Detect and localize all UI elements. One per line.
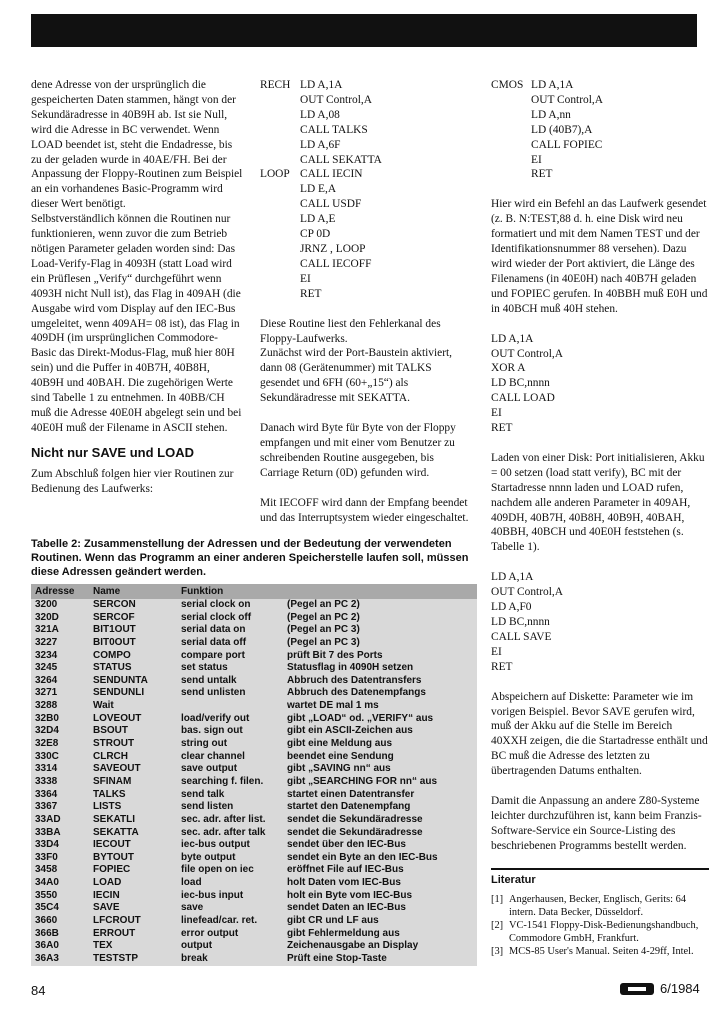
table-row xyxy=(31,953,477,966)
table-row xyxy=(31,789,477,802)
code-label xyxy=(260,123,300,138)
code-line xyxy=(491,600,709,615)
cell-description: startet einen Datentransfer xyxy=(287,788,415,800)
table-row xyxy=(31,713,477,726)
cell-description: (Pegel an PC 2) xyxy=(287,599,360,610)
cell-function: bas. sign out xyxy=(181,725,243,737)
cell-description: Prüft eine Stop-Taste xyxy=(287,952,387,964)
cell-address: 33F0 xyxy=(35,851,58,863)
code-line xyxy=(491,347,709,362)
paragraph: Danach wird Byte für Byte von der Floppy empfangen und mit einer vom Benutzer zu schreibenden Routine ausgegeben, bis Carriage Return (0D) gefunden wird. xyxy=(260,422,456,479)
cell-function: error output xyxy=(181,927,239,939)
code-instruction: LD A,1A xyxy=(300,79,343,91)
cell-address: 33BA xyxy=(35,826,61,838)
cell-address: 3660 xyxy=(35,915,58,927)
code-instruction: EI xyxy=(531,153,542,166)
header-description xyxy=(287,584,477,599)
cell-function: save xyxy=(181,902,204,914)
code-line xyxy=(260,167,472,182)
cell-description: gibt Fehlermeldung aus xyxy=(287,927,400,939)
cell-address: 32B0 xyxy=(35,712,59,724)
cell-address: 321A xyxy=(35,624,59,636)
code-line xyxy=(260,108,472,123)
table-row xyxy=(31,700,477,713)
code-instruction: RET xyxy=(491,422,513,435)
cell-function: searching f. filen. xyxy=(181,775,264,787)
cell-address: 36A0 xyxy=(35,940,59,952)
code-instruction: LD BC,nnnn xyxy=(491,377,550,390)
code-instruction: CALL TALKS xyxy=(300,123,368,136)
cell-name: SAVE xyxy=(93,902,120,914)
literature-heading: Literatur xyxy=(491,874,536,886)
table-row xyxy=(31,637,477,650)
cell-function: send unlisten xyxy=(181,687,246,699)
code-instruction: CALL SEKATTA xyxy=(300,153,382,166)
paragraph: Laden von einer Disk: Port initialisieren, Akku = 00 setzen (load statt verify), BC mit der Startadresse nnnn laden und LOAD rufen, nachdem alle anderen Parameter in 409AH, 409DH, 40B7H, 40B8H, 40B9H, 40BAH, 40BBH, 40BCH und 40E0H feststehen (s. Tabelle 1). xyxy=(491,451,705,554)
table-row xyxy=(31,662,477,675)
cell-function: save output xyxy=(181,763,238,775)
cell-description: gibt ein ASCII-Zeichen aus xyxy=(287,725,413,737)
code-line xyxy=(260,227,472,242)
code-label xyxy=(491,123,531,138)
literature-box xyxy=(491,868,709,960)
cell-name: COMPO xyxy=(93,649,131,661)
cell-name: SERCOF xyxy=(93,611,135,623)
cell-description: gibt eine Meldung aus xyxy=(287,738,393,750)
code-instruction: OUT Control,A xyxy=(491,347,563,360)
cell-function: set status xyxy=(181,662,228,674)
code-line xyxy=(260,197,472,212)
code-line xyxy=(491,332,709,347)
issue-label: 6/1984 xyxy=(660,981,700,996)
paragraph: Zum Abschluß folgen hier vier Routinen zur Bedienung des Laufwerks: xyxy=(31,467,234,495)
code-instruction: EI xyxy=(491,407,502,420)
table-row xyxy=(31,687,477,700)
cell-description: wartet DE mal 1 ms xyxy=(287,700,379,712)
code-instruction: CALL LOAD xyxy=(491,392,555,405)
cell-name: FOPIEC xyxy=(93,864,131,876)
cell-name: LFCROUT xyxy=(93,915,141,927)
cell-name: IECIN xyxy=(93,889,120,901)
code-instruction: RET xyxy=(531,168,553,181)
header-bar xyxy=(31,14,697,47)
paragraph: Mit IECOFF wird dann der Empfang beendet und das Interruptsystem wieder eingeschaltet. xyxy=(260,496,469,524)
cell-description: holt ein Byte vom IEC-Bus xyxy=(287,889,413,901)
cell-function: load/verify out xyxy=(181,712,250,724)
reference-item xyxy=(491,894,709,919)
cell-address: 3458 xyxy=(35,864,58,876)
cell-name: STATUS xyxy=(93,662,132,674)
reference-text: Angerhausen, Becker, Englisch, Gerits: 64 intern. Data Becker, Düsseldorf. xyxy=(509,894,687,918)
code-line xyxy=(491,645,709,660)
code-instruction: LD (40B7),A xyxy=(531,123,593,136)
code-instruction: LD A,F0 xyxy=(491,601,532,614)
header-name: Name xyxy=(93,586,121,597)
code-label xyxy=(491,167,531,182)
reference-number: [2] xyxy=(491,920,504,931)
cell-function: send untalk xyxy=(181,674,237,686)
table-row xyxy=(31,801,477,814)
cell-address: 32D4 xyxy=(35,725,59,737)
table-row xyxy=(31,902,477,915)
code-instruction: EI xyxy=(300,272,311,285)
cell-description: eröffnet File auf IEC-Bus xyxy=(287,864,404,876)
cell-description: gibt „SAVING nn“ aus xyxy=(287,763,391,775)
code-instruction: XOR A xyxy=(491,362,526,375)
code-label xyxy=(491,153,531,168)
code-instruction: CALL SAVE xyxy=(491,630,552,643)
column-3 xyxy=(491,78,709,854)
code-label xyxy=(260,138,300,153)
code-line xyxy=(491,585,709,600)
cell-description: sendet die Sekundäradresse xyxy=(287,826,423,838)
table-row xyxy=(31,624,477,637)
code-instruction: RET xyxy=(300,287,322,300)
code-line xyxy=(260,242,472,257)
code-listing-rech xyxy=(260,78,472,302)
reference-number: [1] xyxy=(491,894,504,905)
code-label xyxy=(491,138,531,153)
code-listing-load xyxy=(491,332,709,436)
code-instruction: LD A,1A xyxy=(531,79,574,91)
cell-address: 33D4 xyxy=(35,839,59,851)
cell-name: BIT1OUT xyxy=(93,624,136,636)
cell-address: 3227 xyxy=(35,636,58,648)
cell-description: sendet Daten an IEC-Bus xyxy=(287,902,406,914)
code-line xyxy=(260,93,472,108)
cell-description: sendet die Sekundäradresse xyxy=(287,813,423,825)
table-row xyxy=(31,877,477,890)
code-instruction: LD E,A xyxy=(300,183,337,196)
cell-function: output xyxy=(181,940,213,952)
table-row xyxy=(31,890,477,903)
cell-description: sendet ein Byte an den IEC-Bus xyxy=(287,851,438,863)
code-label: CMOS xyxy=(491,79,524,91)
mc-logo-icon xyxy=(620,983,654,995)
table-row xyxy=(31,827,477,840)
cell-function: serial clock off xyxy=(181,611,252,623)
cell-address: 366B xyxy=(35,927,59,939)
cell-description: gibt CR und LF aus xyxy=(287,915,379,927)
cell-name: BYTOUT xyxy=(93,851,134,863)
code-label xyxy=(260,108,300,123)
cell-address: 3314 xyxy=(35,763,58,775)
cell-address: 3200 xyxy=(35,599,58,610)
code-line xyxy=(491,93,709,108)
cell-address: 32E8 xyxy=(35,738,59,750)
cell-address: 3288 xyxy=(35,700,58,712)
page-number: 84 xyxy=(31,983,46,998)
code-line xyxy=(491,108,709,123)
code-label xyxy=(260,182,300,197)
code-instruction: CALL FOPIEC xyxy=(531,138,603,151)
code-line xyxy=(491,406,709,421)
cell-name: SENDUNTA xyxy=(93,674,148,686)
magazine-footer xyxy=(620,981,700,996)
table-caption: Tabelle 2: Zusammenstellung der Adressen und der Bedeutung der verwendeten Routinen. Wenn das Programm an einer anderen Speicherstelle laufen soll, müssen diese Adressen geändert werden. xyxy=(31,538,469,578)
code-line xyxy=(491,630,709,645)
cell-function: clear channel xyxy=(181,750,245,762)
code-instruction: CALL IECOFF xyxy=(300,257,372,270)
code-line xyxy=(260,212,472,227)
code-line xyxy=(260,287,472,302)
code-line xyxy=(491,361,709,376)
code-line xyxy=(260,78,472,93)
code-instruction: CALL USDF xyxy=(300,198,362,211)
table-row xyxy=(31,940,477,953)
table-row xyxy=(31,725,477,738)
cell-name: SEKATLI xyxy=(93,813,136,825)
code-instruction: LD A,1A xyxy=(491,571,534,584)
code-instruction: CALL IECIN xyxy=(300,168,363,181)
cell-address: 3271 xyxy=(35,687,58,699)
code-label xyxy=(260,197,300,212)
cell-function: break xyxy=(181,952,208,964)
code-label xyxy=(260,212,300,227)
code-instruction: JRNZ , LOOP xyxy=(300,242,366,255)
address-table xyxy=(31,584,477,966)
code-instruction: OUT Control,A xyxy=(300,93,372,106)
cell-name: SAVEOUT xyxy=(93,763,141,775)
code-line xyxy=(491,570,709,585)
cell-description: (Pegel an PC 3) xyxy=(287,636,360,648)
reference-item xyxy=(491,946,709,959)
cell-function: serial data off xyxy=(181,636,247,648)
reference-number: [3] xyxy=(491,946,504,957)
code-instruction: LD A,nn xyxy=(531,108,571,121)
cell-address: 3364 xyxy=(35,788,58,800)
cell-description: (Pegel an PC 2) xyxy=(287,611,360,623)
cell-description: Statusflag in 4090H setzen xyxy=(287,662,414,674)
code-label xyxy=(491,108,531,123)
table-row xyxy=(31,599,477,612)
paragraph: Selbstverständlich können die Routinen nur funktionieren, wenn zuvor die zum Betrieb nötigen Parameter geladen worden sind: Das Load-Verify-Flag in 4093H (statt Load wird ein Prüflesen „Verify“ durchgeführt wenn 4093H nicht Null ist), das Flag in 409AH (die Ausgabe wird vom Display auf den IEC-Bus umgeleitet, wenn 409AH= 08 ist), das Flag in 409DH (im ursprünglichen Commodore-Basic das Direkt-Modus-Flag, muß hier 80H sein) und die Puffer in 40B7H, 40B8H, 40B9H und 40BAH. Die zugehörigen Werte sind Tabelle 1 zu entnehmen. In 40BB/CH muß die Adresse 40E0H abgelegt sein und bei 40E0H muß der Filename in ASCII stehen. xyxy=(31,213,242,434)
code-line xyxy=(491,391,709,406)
code-label xyxy=(260,153,300,168)
table-row xyxy=(31,763,477,776)
code-line xyxy=(491,167,709,182)
code-instruction: LD A,E xyxy=(300,213,336,226)
reference-item xyxy=(491,920,709,945)
cell-function: file open on iec xyxy=(181,864,254,876)
code-line xyxy=(260,123,472,138)
code-label xyxy=(260,257,300,272)
code-instruction: RET xyxy=(491,660,513,673)
reference-text: MCS-85 User's Manual. Seiten 4-29ff, Intel. xyxy=(509,946,694,957)
cell-description: gibt „LOAD“ od. „VERIFY“ aus xyxy=(287,712,434,724)
paragraph: Hier wird ein Befehl an das Laufwerk gesendet (z. B. N:TEST,88 d. h. eine Disk wird neu formatiert und mit dem Namen TEST und der Identifikationsnummer 88 versehen). Dazu wird wieder der Port aktiviert, die Länge des Filenamens (in 40E0H) nach 40B7H geladen und FOPIEC gerufen. In 40BBH muß E0H und in 40BCH muß 40H stehen. xyxy=(491,198,708,315)
cell-name: BSOUT xyxy=(93,725,128,737)
code-instruction: OUT Control,A xyxy=(491,586,563,599)
code-instruction: EI xyxy=(491,645,502,658)
code-line xyxy=(491,138,709,153)
table-row xyxy=(31,612,477,625)
table-row xyxy=(31,839,477,852)
cell-address: 3550 xyxy=(35,889,58,901)
cell-name: SENDUNLI xyxy=(93,687,145,699)
table-row xyxy=(31,751,477,764)
cell-address: 3264 xyxy=(35,674,58,686)
code-instruction: LD A,6F xyxy=(300,138,341,151)
code-line xyxy=(260,272,472,287)
cell-name: Wait xyxy=(93,700,114,712)
table-row xyxy=(31,864,477,877)
table-row xyxy=(31,738,477,751)
cell-function: compare port xyxy=(181,649,245,661)
code-label xyxy=(260,272,300,287)
cell-name: SFINAM xyxy=(93,775,132,787)
section-heading: Nicht nur SAVE und LOAD xyxy=(31,444,194,460)
cell-function: send listen xyxy=(181,801,234,813)
cell-description: gibt „SEARCHING FOR nn“ aus xyxy=(287,775,437,787)
code-label xyxy=(260,227,300,242)
cell-description: sendet über den IEC-Bus xyxy=(287,839,406,851)
code-listing-save xyxy=(491,570,709,674)
table-body xyxy=(31,599,477,966)
cell-name: TEX xyxy=(93,940,113,952)
cell-name: IECOUT xyxy=(93,839,131,851)
cell-function: iec-bus output xyxy=(181,839,250,851)
cell-function xyxy=(181,700,287,713)
cell-description: Abbruch des Datenempfangs xyxy=(287,687,426,699)
cell-address: 35C4 xyxy=(35,902,59,914)
code-listing-cmos xyxy=(491,78,709,182)
table-row xyxy=(31,928,477,941)
cell-name: ERROUT xyxy=(93,927,136,939)
code-instruction: LD A,1A xyxy=(491,332,534,345)
code-line xyxy=(260,257,472,272)
cell-address: 33AD xyxy=(35,813,61,825)
table-row xyxy=(31,915,477,928)
cell-function: byte output xyxy=(181,851,236,863)
code-line xyxy=(491,421,709,436)
cell-description: holt Daten vom IEC-Bus xyxy=(287,877,401,889)
cell-name: LOAD xyxy=(93,877,122,889)
cell-function: load xyxy=(181,877,202,889)
header-adresse: Adresse xyxy=(35,586,75,597)
code-line xyxy=(260,153,472,168)
code-label xyxy=(491,93,531,108)
table-row xyxy=(31,814,477,827)
code-line xyxy=(491,123,709,138)
cell-name: SEKATTA xyxy=(93,826,139,838)
cell-function: serial clock on xyxy=(181,599,251,610)
cell-address: 36A3 xyxy=(35,952,59,964)
code-instruction: LD BC,nnnn xyxy=(491,616,550,628)
code-label xyxy=(260,242,300,257)
cell-function: serial data on xyxy=(181,624,246,636)
table-header xyxy=(31,584,477,599)
cell-name: CLRCH xyxy=(93,750,128,762)
table-row xyxy=(31,675,477,688)
cell-address: 3245 xyxy=(35,662,58,674)
cell-name: SERCON xyxy=(93,599,136,610)
code-line xyxy=(491,615,709,630)
reference-list xyxy=(491,894,709,959)
cell-address: 3234 xyxy=(35,649,58,661)
cell-description: beendet eine Sendung xyxy=(287,750,394,762)
cell-name: LOVEOUT xyxy=(93,712,142,724)
header-funktion: Funktion xyxy=(181,586,224,597)
code-label xyxy=(260,287,300,302)
code-label: RECH xyxy=(260,79,291,91)
table-row xyxy=(31,650,477,663)
reference-text: VC-1541 Floppy-Disk-Bedienungshandbuch, Commodore GmbH, Frankfurt. xyxy=(509,920,699,944)
code-label: LOOP xyxy=(260,168,290,181)
cell-function: iec-bus input xyxy=(181,889,244,901)
code-instruction: CP 0D xyxy=(300,228,331,241)
cell-address: 330C xyxy=(35,750,59,762)
cell-address: 3367 xyxy=(35,801,58,813)
column-1 xyxy=(31,78,243,496)
cell-name: BIT0OUT xyxy=(93,636,136,648)
cell-name: TESTSTP xyxy=(93,952,139,964)
cell-description: Abbruch des Datentransfers xyxy=(287,674,422,686)
column-2 xyxy=(260,78,472,525)
cell-description: Zeichenausgabe an Display xyxy=(287,940,419,952)
code-line xyxy=(491,376,709,391)
code-line xyxy=(260,138,472,153)
cell-name: STROUT xyxy=(93,738,135,750)
table-row xyxy=(31,776,477,789)
cell-address: 320D xyxy=(35,611,59,623)
code-line xyxy=(260,182,472,197)
code-line xyxy=(491,78,709,93)
paragraph: dene Adresse von der ursprünglich die gespeicherten Daten stammen, hängt von der Sekundäradresse in 40B9H ab. Ist sie Null, wird die Adresse in BC verwendet. Wenn LOAD beendet ist, steht die Endadresse, bis zu der geladen wurde in 40AE/FH. Bei der Anpassung der Floppy-Routinen zum Beispiel an ein vorhandenes Basic-Programm wird dieser Wert benötigt. xyxy=(31,79,243,211)
code-line xyxy=(491,153,709,168)
cell-address: 34A0 xyxy=(35,877,59,889)
paragraph: Abspeichern auf Diskette: Parameter wie im vorigen Beispiel. Bevor SAVE gerufen wird, muß der Akku auf die Stelle im Bereich 40XXH zeigen, die die Startadresse enthält und BC muß die Adresse des letzten zu übertragenden Datums enthalten. xyxy=(491,690,708,778)
cell-name: TALKS xyxy=(93,788,126,800)
table-row xyxy=(31,852,477,865)
code-line xyxy=(491,660,709,675)
cell-name: LISTS xyxy=(93,801,122,813)
paragraph: Zunächst wird der Port-Baustein aktiviert, dann 08 (Gerätenummer) mit TALKS gesendet und 6FH (60+„15“) als Sekundäradresse mit SEKATTA. xyxy=(260,347,453,405)
cell-description: (Pegel an PC 3) xyxy=(287,624,360,636)
cell-function: sec. adr. after list. xyxy=(181,813,266,825)
code-instruction: LD A,08 xyxy=(300,108,340,121)
paragraph: Damit die Anpassung an andere Z80-Systeme leichter durchzuführen ist, kann beim Franzis-Software-Service ein Source-Listing des beschriebenen Programms bestellt werden. xyxy=(491,795,702,852)
cell-function: linefead/car. ret. xyxy=(181,915,258,927)
paragraph: Diese Routine liest den Fehlerkanal des Floppy-Laufwerks. xyxy=(260,317,441,345)
cell-address: 3338 xyxy=(35,775,58,787)
code-label xyxy=(260,93,300,108)
code-instruction: OUT Control,A xyxy=(531,93,603,106)
cell-function: sec. adr. after talk xyxy=(181,826,266,838)
cell-description: startet den Datenempfang xyxy=(287,801,411,813)
cell-function: send talk xyxy=(181,788,225,800)
cell-function: string out xyxy=(181,738,228,750)
cell-description: prüft Bit 7 des Ports xyxy=(287,649,383,661)
